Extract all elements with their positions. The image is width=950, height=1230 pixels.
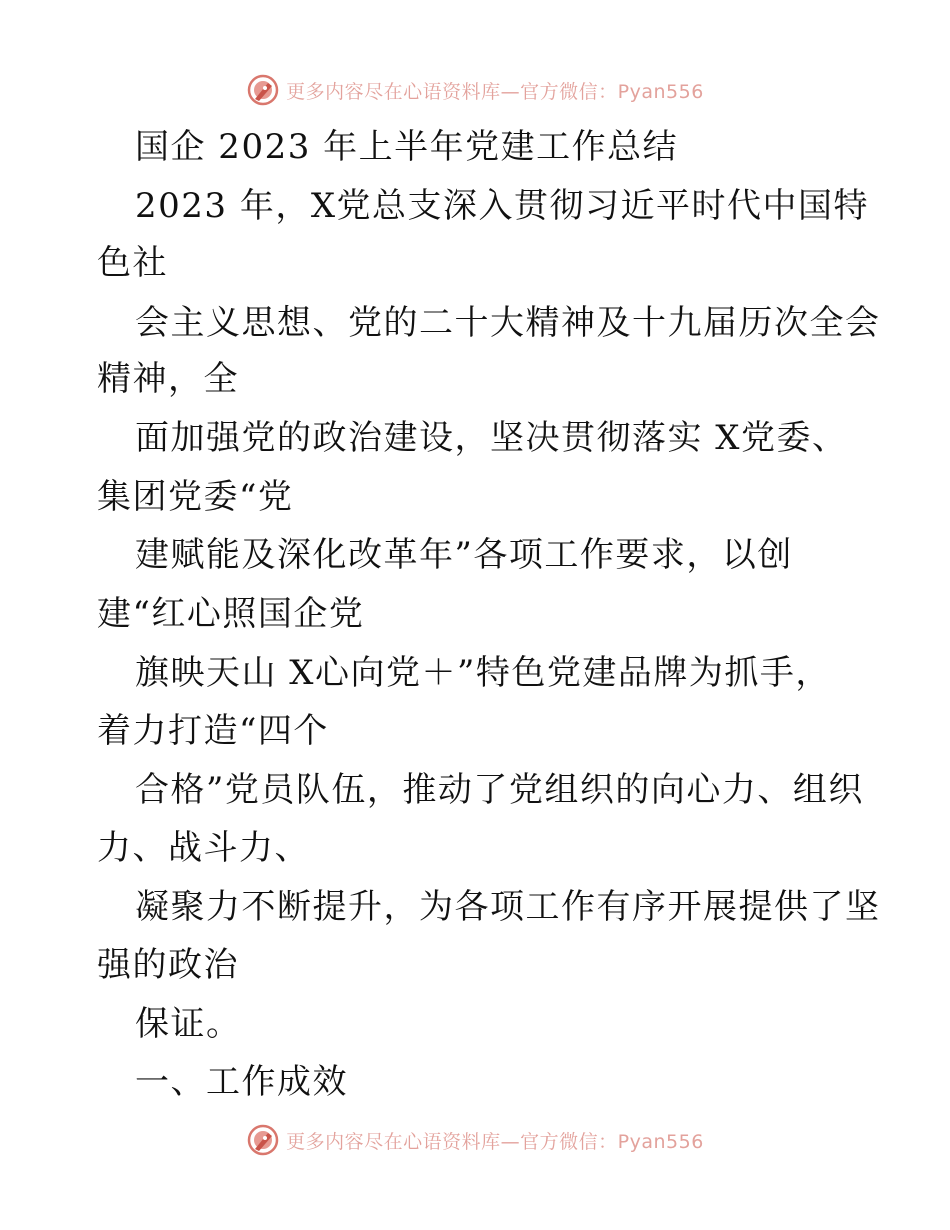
paragraph-line: 保证。 <box>135 1004 242 1044</box>
watermark-banner-top <box>0 70 950 110</box>
paragraph-line: 着力打造“四个 <box>97 711 329 751</box>
paragraph-line: 精神，全 <box>97 359 239 399</box>
document-title: 国企 2023 年上半年党建工作总结 <box>135 127 679 167</box>
watermark-banner-bottom <box>0 1120 950 1160</box>
section-heading: 一、工作成效 <box>135 1062 348 1102</box>
paragraph-line: 会主义思想、党的二十大精神及十九届历次全会 <box>135 303 881 343</box>
paragraph-line: 面加强党的政治建设，坚决贯彻落实 X党委、 <box>135 418 848 458</box>
paragraph-line: 建“红心照国企党 <box>97 594 365 634</box>
pen-nib-logo-icon <box>246 1123 280 1157</box>
paragraph-line: 力、战斗力、 <box>97 828 310 868</box>
paragraph-line: 色社 <box>97 243 168 283</box>
watermark-text: 更多内容尽在心语资料库—官方微信：Pyan556 <box>286 1130 704 1153</box>
paragraph-line: 旗映天山 X心向党＋”特色党建品牌为抓手， <box>135 653 831 693</box>
paragraph-line: 合格”党员队伍，推动了党组织的向心力、组织 <box>135 770 864 810</box>
pen-nib-logo-icon <box>246 73 280 107</box>
paragraph-line: 强的政治 <box>97 945 239 985</box>
paragraph-line: 凝聚力不断提升，为各项工作有序开展提供了坚 <box>135 887 881 927</box>
paragraph-line: 2023 年，X党总支深入贯彻习近平时代中国特 <box>135 186 870 226</box>
paragraph-line: 建赋能及深化改革年”各项工作要求，以创 <box>135 535 793 575</box>
watermark-text: 更多内容尽在心语资料库—官方微信：Pyan556 <box>286 80 704 103</box>
paragraph-line: 集团党委“党 <box>97 477 294 517</box>
